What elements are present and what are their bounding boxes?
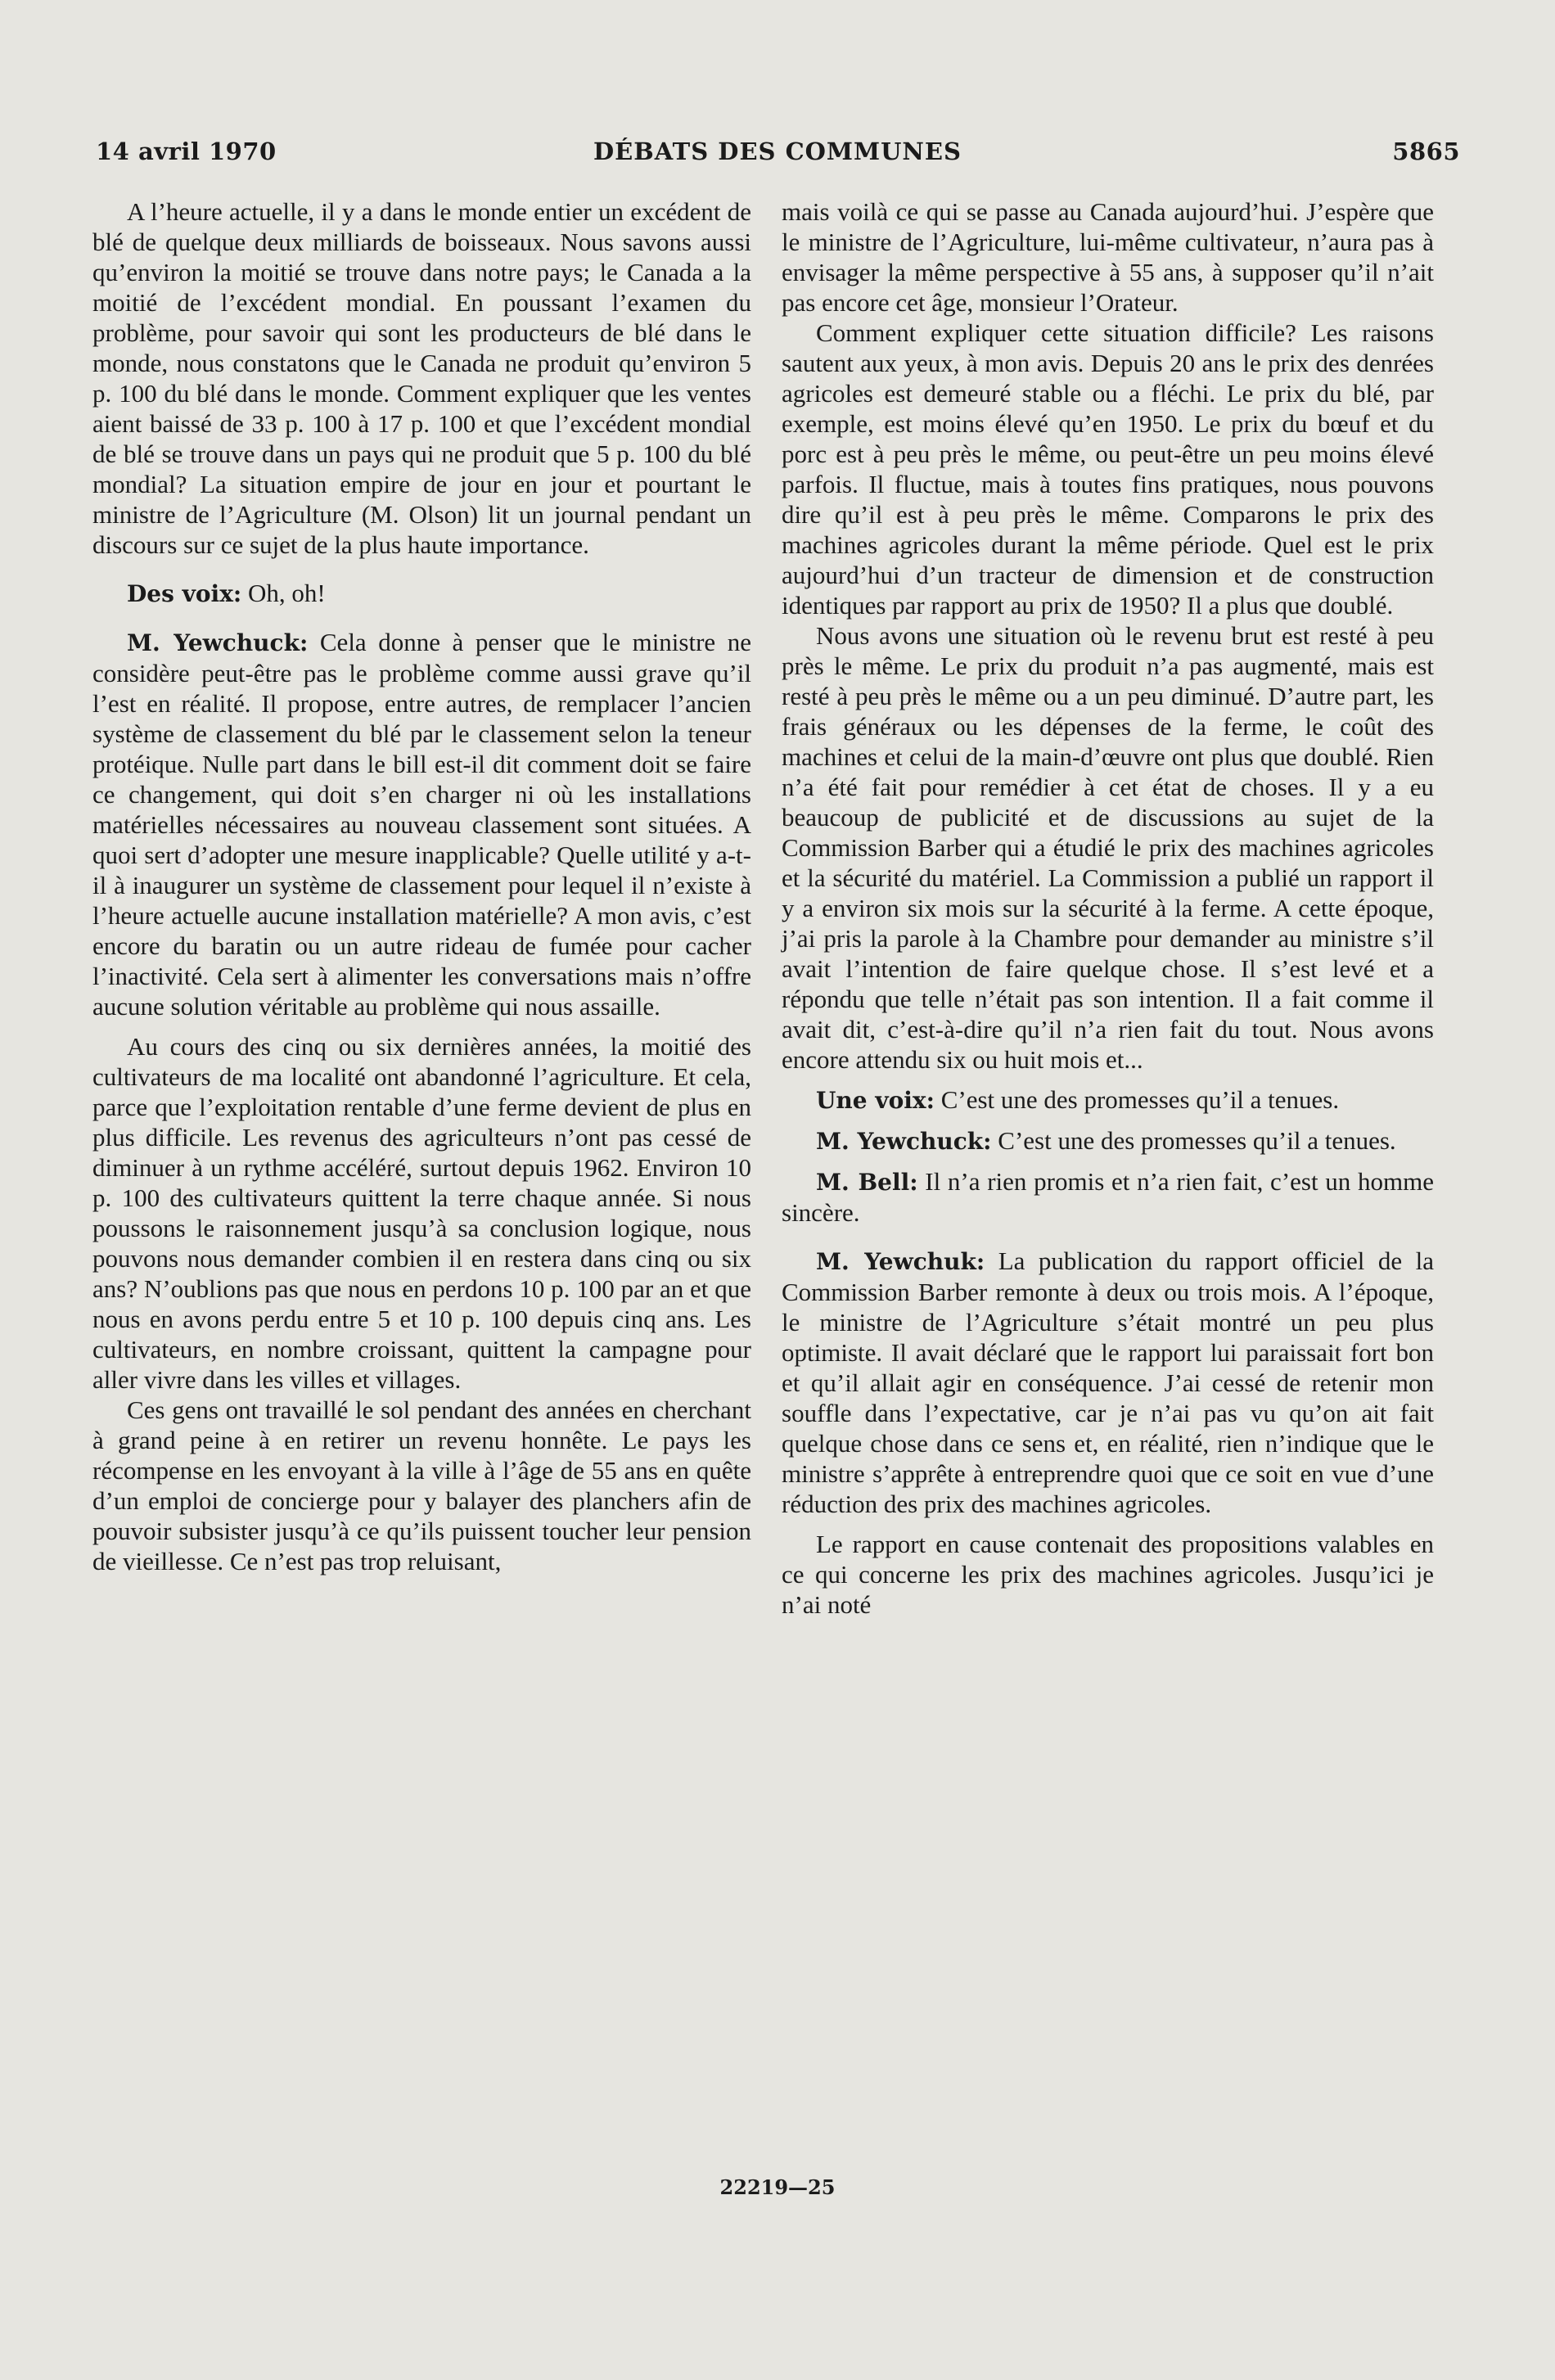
speech-text: C’est une des promesses qu’il a tenues. — [934, 1085, 1340, 1114]
speech-paragraph — [92, 627, 751, 1021]
right-column — [782, 196, 1434, 1620]
speech-text: Oh, oh! — [241, 579, 326, 607]
paragraph: A l’heure actuelle, il y a dans le monde entier un excédent de blé de quelque deux milliards de boisseaux. Nous savons aussi qu’environ la moitié se trouve dans notre pays; le Canada a la moitié de l’excédent mondial. En poussant l’examen du problème, pour savoir qui sont les producteurs de blé dans le monde, nous constatons que le Canada ne produit qu’environ 5 p. 100 du blé dans le monde. Comment expliquer que les ventes aient baissé de 33 p. 100 à 17 p. 100 et que l’excédent mondial de blé se trouve dans un pays qui ne produit que 5 p. 100 du blé mondial? La situation empire de jour en jour et pourtant le ministre de l’Agriculture (M. Olson) lit un journal pendant un discours sur ce sujet de la plus haute importance. — [92, 197, 751, 559]
paragraph: Nous avons une situation où le revenu brut est resté à peu près le même. Le prix du produit n’a pas augmenté, mais est resté à peu près le même ou a un peu diminué. D’autre part, les frais généraux ou les dépenses de la ferme, le coût des machines et celui de la main-d’œuvre ont plus que doublé. Rien n’a été fait pour remédier à cet état de choses. Il y a eu beaucoup de publicité et de discussions au sujet de la Commission Barber qui a étudié le prix des machines agricoles et la sécurité du matériel. La Commission a publié un rapport il y a environ six mois sur la sécurité à la ferme. A cette époque, j’ai pris la parole à la Chambre pour demander au ministre s’il avait l’intention de faire quelque chose. Il s’est levé et a répondu que telle n’était pas son intention. Il a fait comme il avait dit, c’est-à-dire qu’il n’a rien fait du tout. Nous avons encore attendu six ou huit mois et... — [782, 621, 1434, 1074]
running-title: DÉBATS DES COMMUNES — [593, 137, 962, 165]
paragraph: Ces gens ont travaillé le sol pendant des années en cherchant à grand peine à en retirer un revenu honnête. Le pays les récompense en les envoyant à la ville à l’âge de 55 ans en quête d’un emploi de concierge pour y balayer des planchers afin de pouvoir subsister jusqu’à ce qu’ils puissent toucher leur pension de vieillesse. Ce n’est pas trop reluisant, — [92, 1395, 751, 1575]
speech-text: Il n’a rien promis et n’a rien fait, c’est un homme sincère. — [782, 1167, 1434, 1227]
paragraph: Comment expliquer cette situation difficile? Les raisons sautent aux yeux, à mon avis. Depuis 20 ans le prix des denrées agricoles est demeuré stable ou a fléchi. Le prix du blé, par exemple, est moins élevé qu’en 1950. Le prix du bœuf et du porc est à peu près le même, ou peut-être un peu moins élevé parfois. Il fluctue, mais à toutes fins pratiques, nous pouvons dire qu’il est à peu près le même. Comparons le prix des machines agricoles durant la même période. Quel est le prix aujourd’hui d’un tracteur de dimension et de construction identiques par rapport au prix de 1950? Il a plus que doublé. — [782, 318, 1434, 620]
speaker-name: Des voix: — [127, 580, 242, 607]
speaker-name: M. Yewchuck: — [816, 1128, 992, 1155]
paragraph: Au cours des cinq ou six dernières années, la moitié des cultivateurs de ma localité ont abandonné l’agriculture. Et cela, parce que l’exploitation rentable d’une ferme devient de plus en plus difficile. Les revenus des agriculteurs n’ont pas cessé de diminuer à un rythme accéléré, surtout depuis 1962. Environ 10 p. 100 des cultivateurs quittent la terre chaque année. Si nous poussons le raisonnement jusqu’à sa conclusion logique, nous pouvons nous demander combien il en restera dans cinq ou six ans? N’oublions pas que nous en perdons 10 p. 100 par an et que nous en avons perdu entre 5 et 10 p. 100 depuis cinq ans. Les cultivateurs, en nombre croissant, quittent la campagne pour aller vivre dans les villes et villages. — [92, 1032, 751, 1394]
speech-paragraph — [92, 578, 751, 609]
paragraph: Le rapport en cause contenait des propositions valables en ce qui concerne les prix des machines agricoles. Jusqu’ici je n’ai noté — [782, 1530, 1434, 1619]
speech-paragraph — [782, 1084, 1434, 1116]
speaker-name: M. Yewchuck: — [127, 629, 309, 656]
speaker-name: M. Bell: — [816, 1169, 918, 1196]
printer-code: 22219—25 — [719, 2175, 836, 2199]
speaker-name: Une voix: — [816, 1087, 935, 1114]
speech-text: La publication du rapport officiel de la Commission Barber remonte à deux ou trois mois. A l’époque, le ministre de l’Agriculture s’était montré un peu plus optimiste. Il avait déclaré que le rapport lui paraissait fort bon et qu’il allait agir en conséquence. J’ai cessé de retenir mon souffle dans l’expectative, car je n’ai pas vu qu’on ait fait quelque chose dans ce sens et, en réalité, rien n’indique que le ministre s’apprête à entreprendre quoi que ce soit en vue d’une réduction des prix des machines agricoles. — [782, 1246, 1434, 1518]
speech-paragraph — [782, 1125, 1434, 1156]
paragraph: mais voilà ce qui se passe au Canada aujourd’hui. J’espère que le ministre de l’Agriculture, lui-même cultivateur, n’aura pas à envisager la même perspective à 55 ans, à supposer qu’il n’ait pas encore cet âge, monsieur l’Orateur. — [782, 197, 1434, 317]
speech-text: Cela donne à penser que le ministre ne considère peut-être pas le problème comme aussi grave qu’il l’est en réalité. Il propose, entre autres, de remplacer l’ancien système de classement du blé par le classement selon la teneur protéique. Nulle part dans le bill est-il dit comment doit se faire ce changement, qui doit s’en charger ni où les installations matérielles nécessaires au nouveau classement sont situées. A quoi sert d’adopter une mesure inapplicable? Quelle utilité y a-t-il à inaugurer un système de classement pour lequel il n’existe à l’heure actuelle aucune installation matérielle? A mon avis, c’est encore du baratin ou un autre rideau de fumée pour cacher l’inactivité. Cela sert à alimenter les conversations mais n’offre aucune solution véritable au problème qui nous assaille. — [92, 628, 751, 1021]
speech-text: C’est une des promesses qu’il a tenues. — [991, 1126, 1396, 1155]
speech-paragraph — [782, 1246, 1434, 1519]
left-column — [92, 196, 751, 1576]
speaker-name: M. Yewchuk: — [816, 1248, 985, 1275]
page-number: 5865 — [1392, 137, 1460, 165]
header-date: 14 avril 1970 — [96, 137, 277, 165]
speech-paragraph — [782, 1166, 1434, 1228]
